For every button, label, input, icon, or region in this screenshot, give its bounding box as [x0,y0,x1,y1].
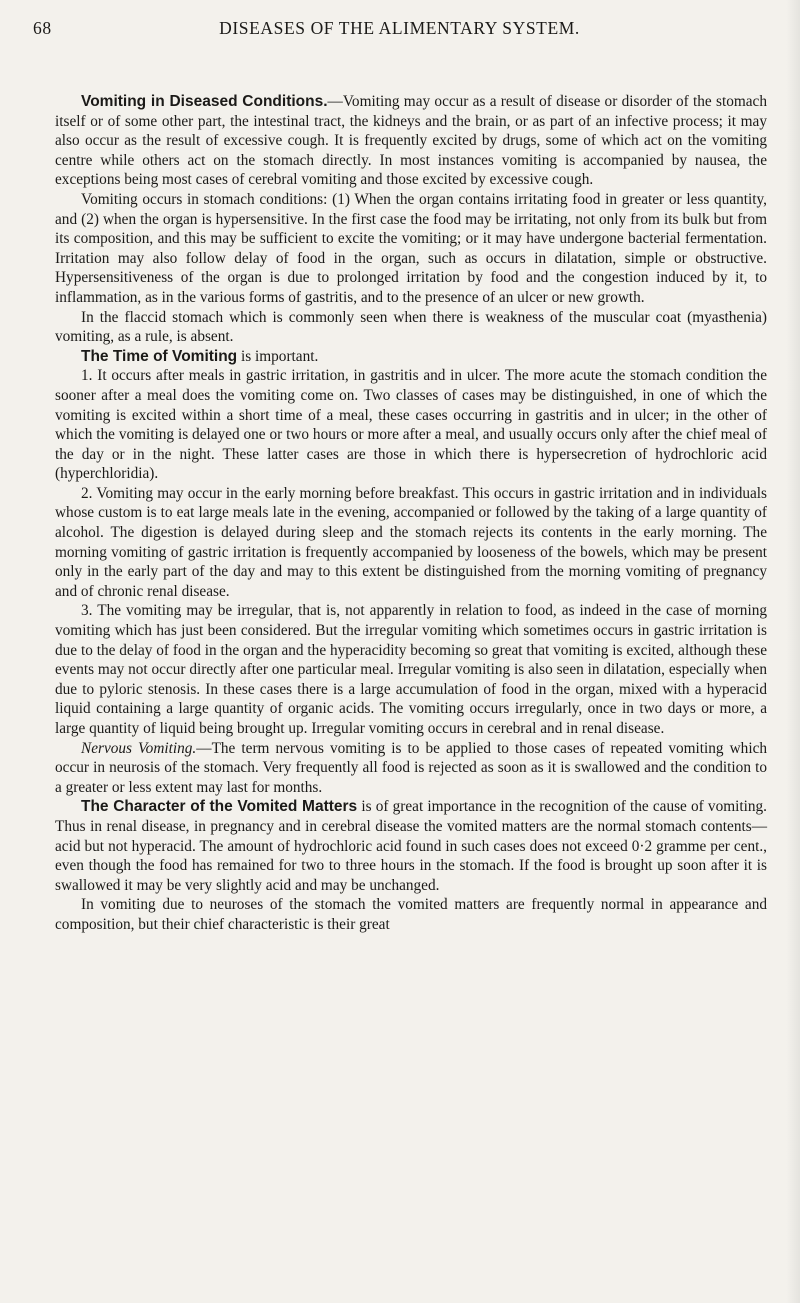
paragraph-text: —The term nervous vomiting is to be applied to those cases of repeated vomiting which occur in neurosis of the stomach. Very frequently all food is rejected as soon as it is swallowed and the condition to a greater or less extent may last for months. [55,739,768,796]
page-number: 68 [33,18,52,38]
paragraph-time-heading [55,347,767,367]
paragraph-character [55,797,767,895]
paragraph-neuroses: In vomiting due to neuroses of the stomach the vomited matters are frequently normal in appearance and composition, but their chief characteristic is their great [55,896,767,933]
paragraph-nervous-vomiting [55,739,767,798]
paragraph-early-morning: 2. Vomiting may occur in the early morning before breakfast. This occurs in gastric irritation and in individuals whose custom is to eat large meals late in the evening, accompanied or followed by the taking of a large quantity of alcohol. The digestion is delayed during sleep and the stomach rejects its contents in the early morning. The morning vomiting of gastric irritation is frequently accompanied by looseness of the bowels, which may be present only in the early part of the day and may to this extent be distinguished from the morning vomiting of pregnancy and of chronic renal disease. [55,484,767,600]
paragraph-stomach-conditions: Vomiting occurs in stomach conditions: (1) When the organ contains irritating food in greater or less quantity, and (2) when the organ is hypersensitive. In the first case the food may be irritating, not only from its bulk but from its composition, and this may be sufficient to excite the vomiting; or it may have undergone bacterial fermentation. Irritation may also follow delay of food in the organ, such as occurs in dilatation, simple or obstructive. Hypersensitiveness of the organ is due to prolonged irritation by food and the congestion induced by it, to inflammation, as in the various forms of gastritis, and to the presence of an ulcer or new growth. [55,190,767,306]
section-heading-nervous-vomiting: Nervous Vomiting. [81,739,197,757]
paragraph-irregular: 3. The vomiting may be irregular, that is, not apparently in relation to food, as indeed in the case of morning vomiting which has just been considered. But the irregular vomiting which sometimes occurs in gastric irritation is due to the delay of food in the organ and the hyperacidity becoming so great that vomiting is excited, although these events may not occur directly after one particular meal. Irregular vomiting is also seen in dilatation, especially when due to pyloric stenosis. In these cases there is a large accumulation of food in the organ, mixed with a hyperacid liquid containing a large quantity of organic acids. The vomiting occurs irregularly, once in two days or more, a large quantity of liquid being brought up. Irregular vomiting occurs in cerebral and in renal disease. [55,602,767,737]
page-edge-shadow [786,0,800,1303]
page-header [33,18,766,44]
section-heading-vomiting-diseased: Vomiting in Diseased Conditions. [81,93,328,110]
running-title: DISEASES OF THE ALIMENTARY SYSTEM. [219,18,580,38]
paragraph-flaccid-stomach: In the flaccid stomach which is commonly seen when there is weakness of the muscular coat (myasthenia) vomiting, as a rule, is absent. [55,308,767,346]
paragraph-text: is important. [237,347,319,365]
section-heading-character: The Character of the Vomited Matters [81,798,358,816]
paragraph-text: is of great importance in the recognition of the cause of vomiting. Thus in renal disease, in pregnancy and in cerebral disease the vomited matters are the normal stomach contents—acid but not hyperacid. The amount of hydrochloric acid found in such cases does not exceed 0·2 gramme per cent., even though the food has remained for two to three hours in the stomach. If the food is brought up soon after it is swallowed it may be very slightly acid and may be unchanged. [55,798,767,894]
paragraph-after-meals: 1. It occurs after meals in gastric irritation, in gastritis and in ulcer. The more acute the stomach condition the sooner after a meal does the vomiting come on. Two classes of cases may be distinguished, in one of which the vomiting is excited within a short time of a meal, these cases occurring in gastritis and in ulcer; in the other of which the vomiting is delayed one or two hours or more after a meal, and usually occurs only after the chief meal of the day or in the night. These latter cases are those in which there is hypersecretion of hydrochloric acid (hyperchloridia). [55,367,767,483]
paragraph-vomiting-diseased [55,92,767,190]
body-text [55,92,767,935]
section-heading-time-of-vomiting: The Time of Vomiting [81,347,238,365]
paragraph-text: —Vomiting may occur as a result of disease or disorder of the stomach itself or of some other part, the intestinal tract, the kidneys and the brain, or as part of an infective process; it may also occur as the result of excessive cough. It is frequently excited by drugs, some of which act on the vomiting centre while others act on the stomach directly. In most instances vomiting is accompanied by nausea, the exceptions being most cases of cerebral vomiting and those excited by excessive cough. [55,93,767,189]
